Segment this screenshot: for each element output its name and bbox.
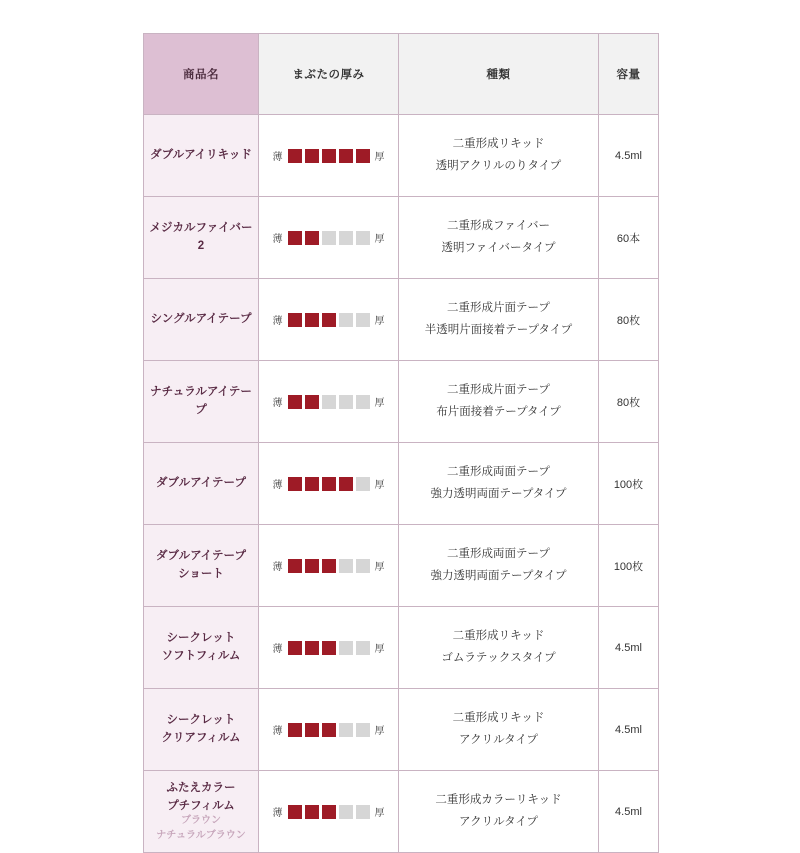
thickness-scale [259,640,398,655]
scale-box [288,559,302,573]
cell-type [399,771,599,853]
cell-product-name [144,361,259,443]
scale-box [305,149,319,163]
cell-eyelid-thickness [259,771,399,853]
type-line-2: 強力透明両面テープタイプ [430,569,567,582]
type-line-2: 透明アクリルのりタイプ [435,159,562,172]
scale-box [288,641,302,655]
product-name-subtext: クリアフィルム [161,732,241,745]
scale-thick-label: 厚 [374,808,385,819]
table-header [144,34,659,115]
product-name-text: シングルアイテープ [150,312,252,325]
product-name-text: シークレット [166,632,236,645]
scale-box [339,559,353,573]
cell-eyelid-thickness [259,115,399,197]
scale-box [339,149,353,163]
type-line-1: 二重形成リキッド [452,711,545,724]
cell-type [399,361,599,443]
scale-box [322,559,336,573]
cell-product-name [144,443,259,525]
cell-product-name [144,771,259,853]
scale-thin-label: 薄 [272,152,283,163]
table-row [144,361,659,443]
column-header-product-name: 商品名 [144,34,259,115]
scale-box [288,477,302,491]
scale-box [339,805,353,819]
scale-thick-label: 厚 [374,480,385,491]
cell-product-name [144,525,259,607]
scale-box [305,313,319,327]
type-line-1: 二重形成カラーリキッド [435,793,562,806]
scale-thick-label: 厚 [374,562,385,573]
scale-box [356,149,370,163]
table-row [144,443,659,525]
thickness-scale [259,148,398,163]
cell-eyelid-thickness [259,443,399,525]
scale-box [356,559,370,573]
type-line-2: 透明ファイバータイプ [441,241,556,254]
scale-box [288,805,302,819]
cell-volume: 80枚 [599,361,659,443]
scale-thin-label: 薄 [272,562,283,573]
type-line-2: 布片面接着テープタイプ [436,405,561,418]
product-spec-table [143,33,659,853]
scale-box [339,641,353,655]
scale-thin-label: 薄 [272,316,283,327]
product-name-text: ふたえカラー [166,781,236,794]
cell-type [399,607,599,689]
scale-box [339,723,353,737]
scale-box [288,723,302,737]
scale-thin-label: 薄 [272,808,283,819]
product-name-text: ダブルアイテープ [156,476,246,489]
scale-box [356,723,370,737]
scale-box [356,477,370,491]
cell-product-name [144,689,259,771]
table-row [144,771,659,853]
cell-volume: 100枚 [599,525,659,607]
scale-box [356,805,370,819]
scale-thin-label: 薄 [272,234,283,245]
thickness-scale [259,804,398,819]
type-line-1: 二重形成片面テープ [447,301,550,314]
cell-volume: 4.5ml [599,771,659,853]
product-name-text: ナチュラルアイテープ [150,385,252,416]
cell-type [399,443,599,525]
product-name-text: メジカルファイバー 2 [149,221,253,252]
scale-box [322,313,336,327]
type-line-1: 二重形成両面テープ [447,547,550,560]
scale-thick-label: 厚 [374,234,385,245]
product-name-subtext: ナチュラルブラウン [156,829,246,841]
scale-thick-label: 厚 [374,316,385,327]
scale-box [305,805,319,819]
scale-box [339,231,353,245]
type-line-1: 二重形成リキッド [452,137,545,150]
thickness-scale [259,722,398,737]
type-line-1: 二重形成リキッド [452,629,545,642]
cell-eyelid-thickness [259,607,399,689]
cell-volume: 60本 [599,197,659,279]
cell-eyelid-thickness [259,525,399,607]
type-line-1: 二重形成ファイバー [446,219,551,232]
table-row [144,525,659,607]
cell-eyelid-thickness [259,689,399,771]
cell-type [399,115,599,197]
type-line-2: 半透明片面接着テープタイプ [424,323,573,336]
type-line-1: 二重形成両面テープ [447,465,550,478]
cell-product-name [144,197,259,279]
cell-eyelid-thickness [259,197,399,279]
scale-box [305,477,319,491]
scale-box [356,641,370,655]
scale-box [356,395,370,409]
cell-type [399,525,599,607]
cell-product-name [144,115,259,197]
product-name-text: ダブルアイリキッド [150,148,252,161]
scale-thin-label: 薄 [272,398,283,409]
type-line-2: ゴムラテックスタイプ [441,651,556,664]
cell-type [399,279,599,361]
scale-box [288,231,302,245]
scale-box [305,231,319,245]
scale-thick-label: 厚 [374,152,385,163]
product-name-subtext: プチフィルム [167,799,235,812]
cell-volume: 80枚 [599,279,659,361]
scale-box [356,313,370,327]
table-row [144,607,659,689]
scale-box [322,149,336,163]
table-row [144,279,659,361]
scale-box [356,231,370,245]
cell-volume: 100枚 [599,443,659,525]
thickness-scale [259,230,398,245]
scale-thick-label: 厚 [374,398,385,409]
product-name-text: ダブルアイテープ [156,550,246,563]
scale-box [322,231,336,245]
thickness-scale [259,476,398,491]
thickness-scale [259,394,398,409]
column-header-volume: 容量 [599,34,659,115]
cell-volume: 4.5ml [599,689,659,771]
scale-thick-label: 厚 [374,644,385,655]
type-line-2: アクリルタイプ [458,733,539,746]
cell-product-name [144,279,259,361]
scale-box [339,477,353,491]
cell-product-name [144,607,259,689]
table-header-row [144,34,659,115]
cell-type [399,689,599,771]
type-line-2: 強力透明両面テープタイプ [430,487,567,500]
table-row [144,115,659,197]
column-header-eyelid-thickness: まぶたの厚み [259,34,399,115]
table-row [144,197,659,279]
scale-thin-label: 薄 [272,480,283,491]
scale-box [339,395,353,409]
cell-type [399,197,599,279]
scale-box [288,149,302,163]
scale-box [288,395,302,409]
scale-thin-label: 薄 [272,644,283,655]
scale-box [305,559,319,573]
scale-thick-label: 厚 [374,726,385,737]
scale-box [339,313,353,327]
table-body [144,115,659,853]
scale-box [305,395,319,409]
scale-box [322,641,336,655]
thickness-scale [259,558,398,573]
scale-box [322,477,336,491]
scale-thin-label: 薄 [272,726,283,737]
scale-box [305,641,319,655]
type-line-1: 二重形成片面テープ [447,383,550,396]
cell-eyelid-thickness [259,361,399,443]
table-row [144,689,659,771]
product-name-subtext: ソフトフィルム [161,650,241,663]
scale-box [322,395,336,409]
product-spec-table-wrapper [143,33,658,853]
product-name-subtext: ショート [178,568,224,581]
type-line-2: アクリルタイプ [458,815,539,828]
scale-box [288,313,302,327]
thickness-scale [259,312,398,327]
scale-box [322,805,336,819]
scale-box [322,723,336,737]
cell-volume: 4.5ml [599,607,659,689]
cell-volume: 4.5ml [599,115,659,197]
product-name-subtext: ブラウン [181,815,221,827]
cell-eyelid-thickness [259,279,399,361]
scale-box [305,723,319,737]
column-header-type: 種類 [399,34,599,115]
product-name-text: シークレット [166,714,236,727]
